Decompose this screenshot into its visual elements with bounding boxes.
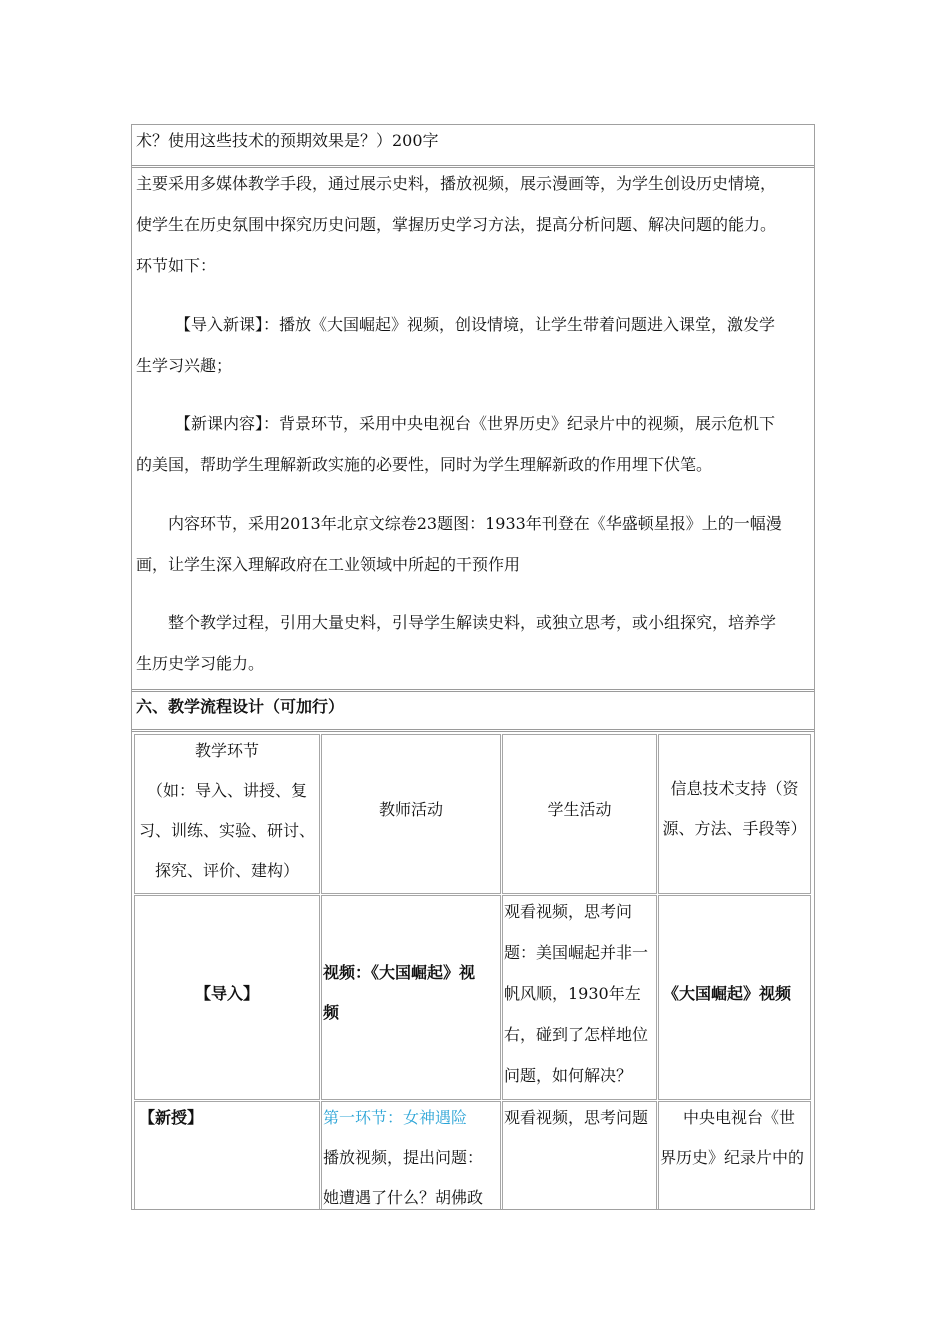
header-stage-line-3: 习、训练、实验、研讨、: [138, 821, 315, 840]
row2-stage: 【新授】: [139, 1108, 204, 1127]
row1-student-line-1: 观看视频，思考问: [504, 902, 633, 921]
row1-tech: 《大国崛起》视频: [663, 984, 792, 1003]
row1-teacher-line-1: 视频：《大国崛起》视: [323, 963, 476, 982]
section6-title: 六、教学流程设计（可加行）: [136, 697, 345, 716]
summary-paragraph-line-1: 整个教学过程，引用大量史料，引导学生解读史料，或独立思考，或小组探究，培养学: [168, 613, 777, 632]
row2-teacher-line-1: 播放视频，提出问题：: [323, 1148, 484, 1167]
row1-student-line-2: 题：美国崛起并非一: [504, 943, 649, 962]
header-cell-teacher: [321, 734, 501, 894]
content-paragraph-line-1: 内容环节，采用2013年北京文综卷23题图：1933年刊登在《华盛顿星报》上的一幅漫: [168, 514, 782, 533]
new-lesson-paragraph-line-1: 【新课内容】：背景环节，采用中央电视台《世界历史》纪录片中的视频，展示危机下: [175, 414, 776, 433]
row2-tech-line-1: 中央电视台《世: [683, 1108, 796, 1127]
intro-line-2: 使学生在历史氛围中探究历史问题，掌握历史学习方法，提高分析问题、解决问题的能力。: [136, 215, 777, 234]
header-tech-line-1: 信息技术支持（资: [670, 779, 799, 798]
row-divider: [132, 689, 814, 692]
row2-teacher-line-2: 她遭遇了什么？胡佛政: [323, 1188, 484, 1207]
row2-student: 观看视频，思考问题: [504, 1108, 649, 1127]
row1-teacher-line-2: 频: [323, 1003, 340, 1022]
header-tech-line-2: 源、方法、手段等）: [662, 819, 807, 838]
row-divider: [132, 165, 814, 168]
import-paragraph-line-1: 【导入新课】：播放《大国崛起》视频，创设情境，让学生带着问题进入课堂，激发学: [175, 315, 776, 334]
row2-cell-tech: [658, 1101, 811, 1209]
row2-cell-student: [502, 1101, 657, 1209]
row1-stage: 【导入】: [194, 984, 259, 1003]
row1-student-line-4: 右，碰到了怎样地位: [504, 1025, 649, 1044]
row1-cell-student: [502, 895, 657, 1100]
row2-cell-stage: [134, 1101, 320, 1209]
row1-cell-stage: [134, 895, 320, 1100]
row2-teacher-section-link[interactable]: 第一环节：女神遇险: [323, 1108, 468, 1127]
header-cell-stage: [134, 734, 320, 894]
row1-cell-tech: [658, 895, 811, 1100]
import-paragraph-line-2: 生学习兴趣；: [136, 356, 233, 375]
row2-tech-line-2: 界历史》纪录片中的: [660, 1148, 805, 1167]
intro-line-3: 环节如下：: [136, 256, 217, 275]
header-stage-line-4: 探究、评价、建构）: [154, 861, 299, 880]
row-divider: [132, 729, 814, 732]
content-paragraph-line-2: 画，让学生深入理解政府在工业领域中所起的干预作用: [136, 555, 521, 574]
header-cell-student: [502, 734, 657, 894]
section5-question-tail: 术？使用这些技术的预期效果是？）200字: [136, 131, 439, 150]
row1-student-line-3: 帆风顺，1930年左: [504, 984, 641, 1003]
row1-student-line-5: 问题，如何解决？: [504, 1066, 633, 1085]
header-student-label: 学生活动: [547, 800, 612, 819]
row1-cell-teacher: [321, 895, 501, 1100]
intro-line-1: 主要采用多媒体教学手段，通过展示史料，播放视频，展示漫画等，为学生创设历史情境，: [136, 174, 777, 193]
header-cell-tech: [658, 734, 811, 894]
new-lesson-paragraph-line-2: 的美国，帮助学生理解新政实施的必要性，同时为学生理解新政的作用埋下伏笔。: [136, 455, 713, 474]
header-stage-line-1: 教学环节: [194, 741, 259, 760]
row2-cell-teacher: [321, 1101, 501, 1209]
header-stage-line-2: （如：导入、讲授、复: [146, 781, 307, 800]
summary-paragraph-line-2: 生历史学习能力。: [136, 654, 265, 673]
header-teacher-label: 教师活动: [378, 800, 443, 819]
